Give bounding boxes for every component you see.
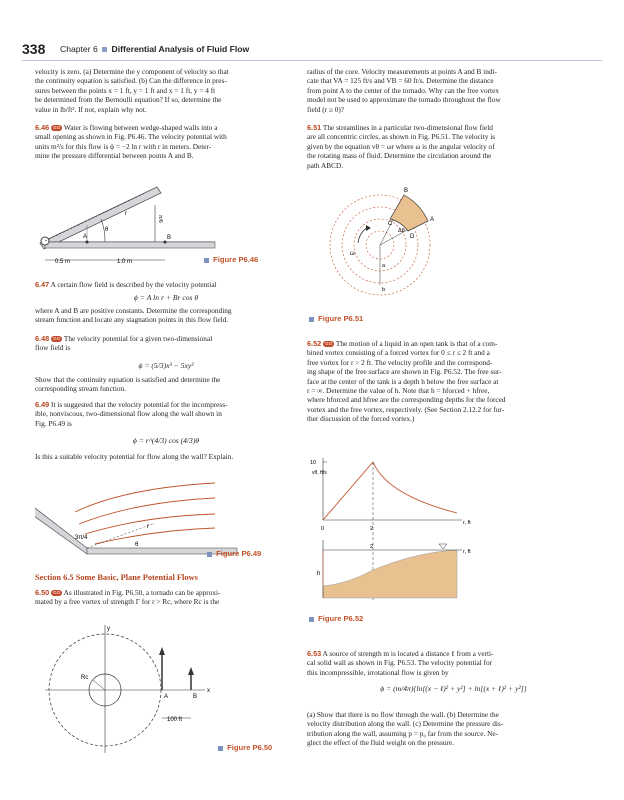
go-badge-icon: GO (53, 590, 61, 595)
text-line: A source of strength m is located a distance ℓ from a verti- (322, 649, 494, 658)
running-header (60, 44, 249, 54)
label-ylabel: vθ, ft/s (312, 470, 327, 476)
figure-caption-p6-49 (205, 549, 261, 558)
text-line: where A and B are positive constants. Determine the corresponding (35, 306, 232, 315)
text-line: mine the pressure differential between points A and B. (35, 151, 194, 161)
problem-6-48 (35, 334, 297, 353)
problem-number: 6.47 (35, 280, 50, 289)
label-dist-1: 0.5 m (55, 259, 71, 265)
text-line: path ABCD. (307, 160, 344, 170)
equation-6-53: ϕ = (m/4π){ln[(x − ℓ)² + y²] + ln[(x + ℓ)² + y²]} (380, 684, 527, 693)
problem-6-47 (35, 280, 297, 289)
problem-number: 6.50 (35, 588, 50, 597)
square-bullet-icon (102, 47, 107, 52)
square-bullet-icon (207, 552, 212, 557)
text-line: r = ∞. Determine the value of h. Note that h = hforced + hfree, (307, 386, 490, 396)
label-dist-2: 1.0 m (117, 259, 133, 265)
label-x2: 2 (370, 526, 374, 532)
go-badge-icon: GO (53, 125, 61, 130)
label-dist: 100 ft (167, 717, 183, 723)
go-badge-icon: GO (53, 336, 61, 341)
problem-number: 6.49 (35, 400, 50, 409)
velocity-forced (323, 462, 373, 520)
problem-6-50 (35, 588, 297, 607)
header-rule (22, 60, 602, 61)
text-line: where hforced and hfree are the corresponding depths for the forced (307, 395, 506, 405)
text-line: Fig. P6.49 is (35, 418, 72, 428)
label-a: A (164, 694, 169, 700)
label-c: C (388, 221, 393, 227)
label-b: B (167, 235, 172, 241)
text-line: field (r ≥ 0)? (307, 104, 345, 114)
label-ytick: 10 (310, 460, 317, 466)
label-dtheta: Δθ (398, 228, 405, 234)
problem-number: 6.52 (307, 339, 322, 348)
text-line: from point A to the center of the tornado. Why can the free vortex (307, 85, 499, 95)
text-line: flow field is (35, 343, 71, 353)
label-a-radius: a (382, 263, 386, 269)
problem-number: 6.53 (307, 649, 322, 658)
label-h: h (317, 571, 321, 577)
arrow-b-icon (188, 667, 194, 675)
equation-6-49: ϕ = r^(4/3) cos (4/3)θ (132, 436, 200, 445)
square-bullet-icon (204, 258, 209, 263)
streamline-3 (85, 514, 215, 534)
arrow-a-icon (159, 647, 165, 655)
figure-caption-p6-51 (307, 314, 363, 323)
text-line: (a) Show that there is no flow through the wall. (b) Determine the (307, 710, 499, 719)
figure-caption-p6-46 (202, 255, 258, 264)
text-line: stream function and locate any stagnation points in this flow field. (35, 315, 229, 325)
text-line: the rotating mass of fluid. Determine the circulation around the (307, 151, 492, 161)
label-b: B (404, 188, 409, 194)
equation-6-48: ϕ = (5/3)x³ − 5xy² (138, 361, 194, 370)
text-line: radius of the core. Velocity measurements at points A and B indi- (307, 67, 497, 76)
wall-inclined (35, 508, 87, 554)
left-continued-paragraph (35, 67, 297, 114)
figure-p6-51 (320, 185, 580, 305)
problem-6-51 (307, 123, 600, 170)
chapter-title: Differential Analysis of Fluid Flow (111, 44, 250, 54)
label-angle: 3π/4 (75, 535, 88, 541)
text-line: small opening as shown in Fig. P6.46. The velocity potential with (35, 132, 227, 142)
core-radius (93, 680, 105, 690)
text-line: units m²/s for this flow is ϕ = −2 ln r with r in meters. Deter- (35, 141, 212, 151)
point-a-dot (86, 241, 89, 244)
problem-number: 6.48 (35, 334, 50, 343)
text-line: are all concentric circles, as shown in Fig. P6.51. The velocity is (307, 132, 496, 142)
label-d: D (410, 234, 415, 240)
label-r: r (125, 211, 127, 217)
label-a: A (83, 234, 88, 240)
problem-number: 6.51 (307, 123, 322, 132)
surface-marker-icon (439, 544, 447, 549)
chapter-label: Chapter 6 (60, 44, 98, 54)
label-x0: 0 (321, 526, 325, 532)
text-line: ing shape of the free surface are shown in Fig. P6.52. The free sur- (307, 367, 502, 377)
text-line: The streamlines in a particular two-dimensional flow field (322, 123, 493, 132)
label-omega: ω (350, 251, 355, 257)
label-xlabel: r, ft (463, 520, 471, 526)
text-line: value in lb/ft². If not, explain why not. (35, 104, 147, 114)
text-line: model not be used to approximate the tornado throughout the flow (307, 95, 501, 105)
label-y: y (107, 626, 110, 632)
lower-wall-hatch (45, 242, 215, 248)
streamline-4 (95, 528, 215, 544)
velocity-free (373, 462, 457, 513)
text-line: given by the equation vθ = ωr where ω is the angular velocity of (307, 141, 495, 151)
label-b-radius: b (382, 287, 386, 293)
text-line: glect the effect of the fluid weight on the pressure. (307, 738, 454, 748)
label-a: A (430, 217, 435, 223)
text-line: As illustrated in Fig. P6.50, a tornado can be approxi- (63, 588, 221, 597)
problem-6-49 (35, 400, 297, 428)
text-line: vortex and the free vortex, respectively. (See Section 2.12.2 for fur- (307, 404, 505, 414)
label-r: r (147, 524, 149, 530)
text-line: this incompressible, irrotational flow is given by (307, 667, 449, 677)
text-line: velocity distribution along the wall. (c) Determine the pressure dis- (307, 719, 504, 729)
text-line: The motion of a liquid in an open tank is that of a com- (335, 339, 498, 348)
square-bullet-icon (309, 617, 314, 622)
square-bullet-icon (309, 317, 314, 322)
caption-text: Figure P6.49 (216, 549, 262, 558)
text-line: free vortex for r > 2 ft. The velocity profile and the correspond- (307, 357, 493, 367)
text-line: be determined from the Bernoulli equation? If so, determine the (35, 95, 222, 105)
element-abcd (390, 195, 428, 231)
problem-6-53-after (307, 710, 600, 748)
right-continued-paragraph (307, 67, 600, 114)
text-line: A certain flow field is described by the velocity potential (50, 280, 217, 289)
streamline-1 (75, 483, 215, 512)
page-number: 338 (22, 41, 46, 57)
caption-text: Figure P6.50 (227, 743, 273, 752)
text-line: ible, nonviscous, two-dimensional flow along the wall shown in (35, 409, 222, 419)
label-b: B (193, 694, 198, 700)
problem-6-52 (307, 339, 600, 424)
section-heading: Section 6.5 Some Basic, Plane Potential Flows (35, 573, 198, 582)
problem-6-48-after (35, 375, 297, 394)
text-line: The velocity potential for a given two-dimensional (63, 334, 213, 343)
figure-p6-50 (35, 615, 297, 755)
figure-caption-p6-50 (216, 743, 272, 752)
caption-text: Figure P6.52 (318, 614, 364, 623)
rotation-arrow-icon (366, 225, 371, 231)
text-line: face at the center of the tank is a depth h below the free surface at (307, 376, 499, 386)
problem-6-46 (35, 123, 297, 161)
label-x: x (207, 688, 210, 694)
text-line: mated by a free vortex of strength Γ for r > Rc, where Rc is the (35, 597, 220, 607)
figure-caption-p6-52 (307, 614, 363, 623)
text-line: the continuity equation is satisfied. (b) Can the difference in pres- (35, 76, 227, 86)
label-angle: π/6 (157, 215, 163, 223)
caption-text: Figure P6.51 (318, 314, 364, 323)
label-rc: Rc (81, 675, 89, 681)
text-line: tribution along the wall, assuming p = p₀ far from the source. Ne- (307, 728, 499, 738)
caption-text: Figure P6.46 (213, 255, 259, 264)
label-x2b: 2 (370, 544, 374, 550)
text-line: sures between the points x = 1 ft, y = 1 ft and x = 1 ft, y = 4 ft (35, 85, 216, 95)
text-line: It is suggested that the velocity potential for the incompress- (51, 400, 228, 409)
liquid-surface-area (323, 550, 457, 598)
text-line: Water is flowing between wedge-shaped walls into a (63, 123, 218, 132)
problem-6-53 (307, 649, 600, 677)
text-line: ther discussion of the forced vortex.) (307, 414, 415, 424)
text-line: bined vortex consisting of a forced vortex for 0 ≤ r ≤ 2 ft and a (307, 348, 490, 358)
text-line: corresponding stream function. (35, 384, 126, 394)
square-bullet-icon (218, 746, 223, 751)
label-xlabel2: r, ft (463, 549, 471, 555)
text-line: Show that the continuity equation is satisfied and determine the (35, 375, 221, 384)
problem-6-49-after: Is this a suitable velocity potential for flow along the wall? Explain. (35, 452, 234, 461)
radial-line (87, 523, 155, 548)
label-theta: θ (135, 542, 139, 548)
problem-number: 6.46 (35, 123, 50, 132)
text-line: cate that VA = 125 ft/s and VB = 60 ft/s. Determine the distance (307, 76, 494, 86)
go-badge-icon: GO (325, 341, 333, 346)
problem-6-47-after (35, 306, 297, 325)
text-line: cal solid wall as shown in Fig. P6.53. The velocity potential for (307, 658, 493, 668)
label-theta: θ (105, 227, 109, 233)
figure-p6-52 (307, 450, 600, 610)
text-line: velocity is zero. (a) Determine the y component of velocity so that (35, 67, 229, 76)
equation-6-47: ϕ = A ln r + Br cos θ (133, 293, 199, 302)
wedge-wall-upper (40, 187, 161, 249)
